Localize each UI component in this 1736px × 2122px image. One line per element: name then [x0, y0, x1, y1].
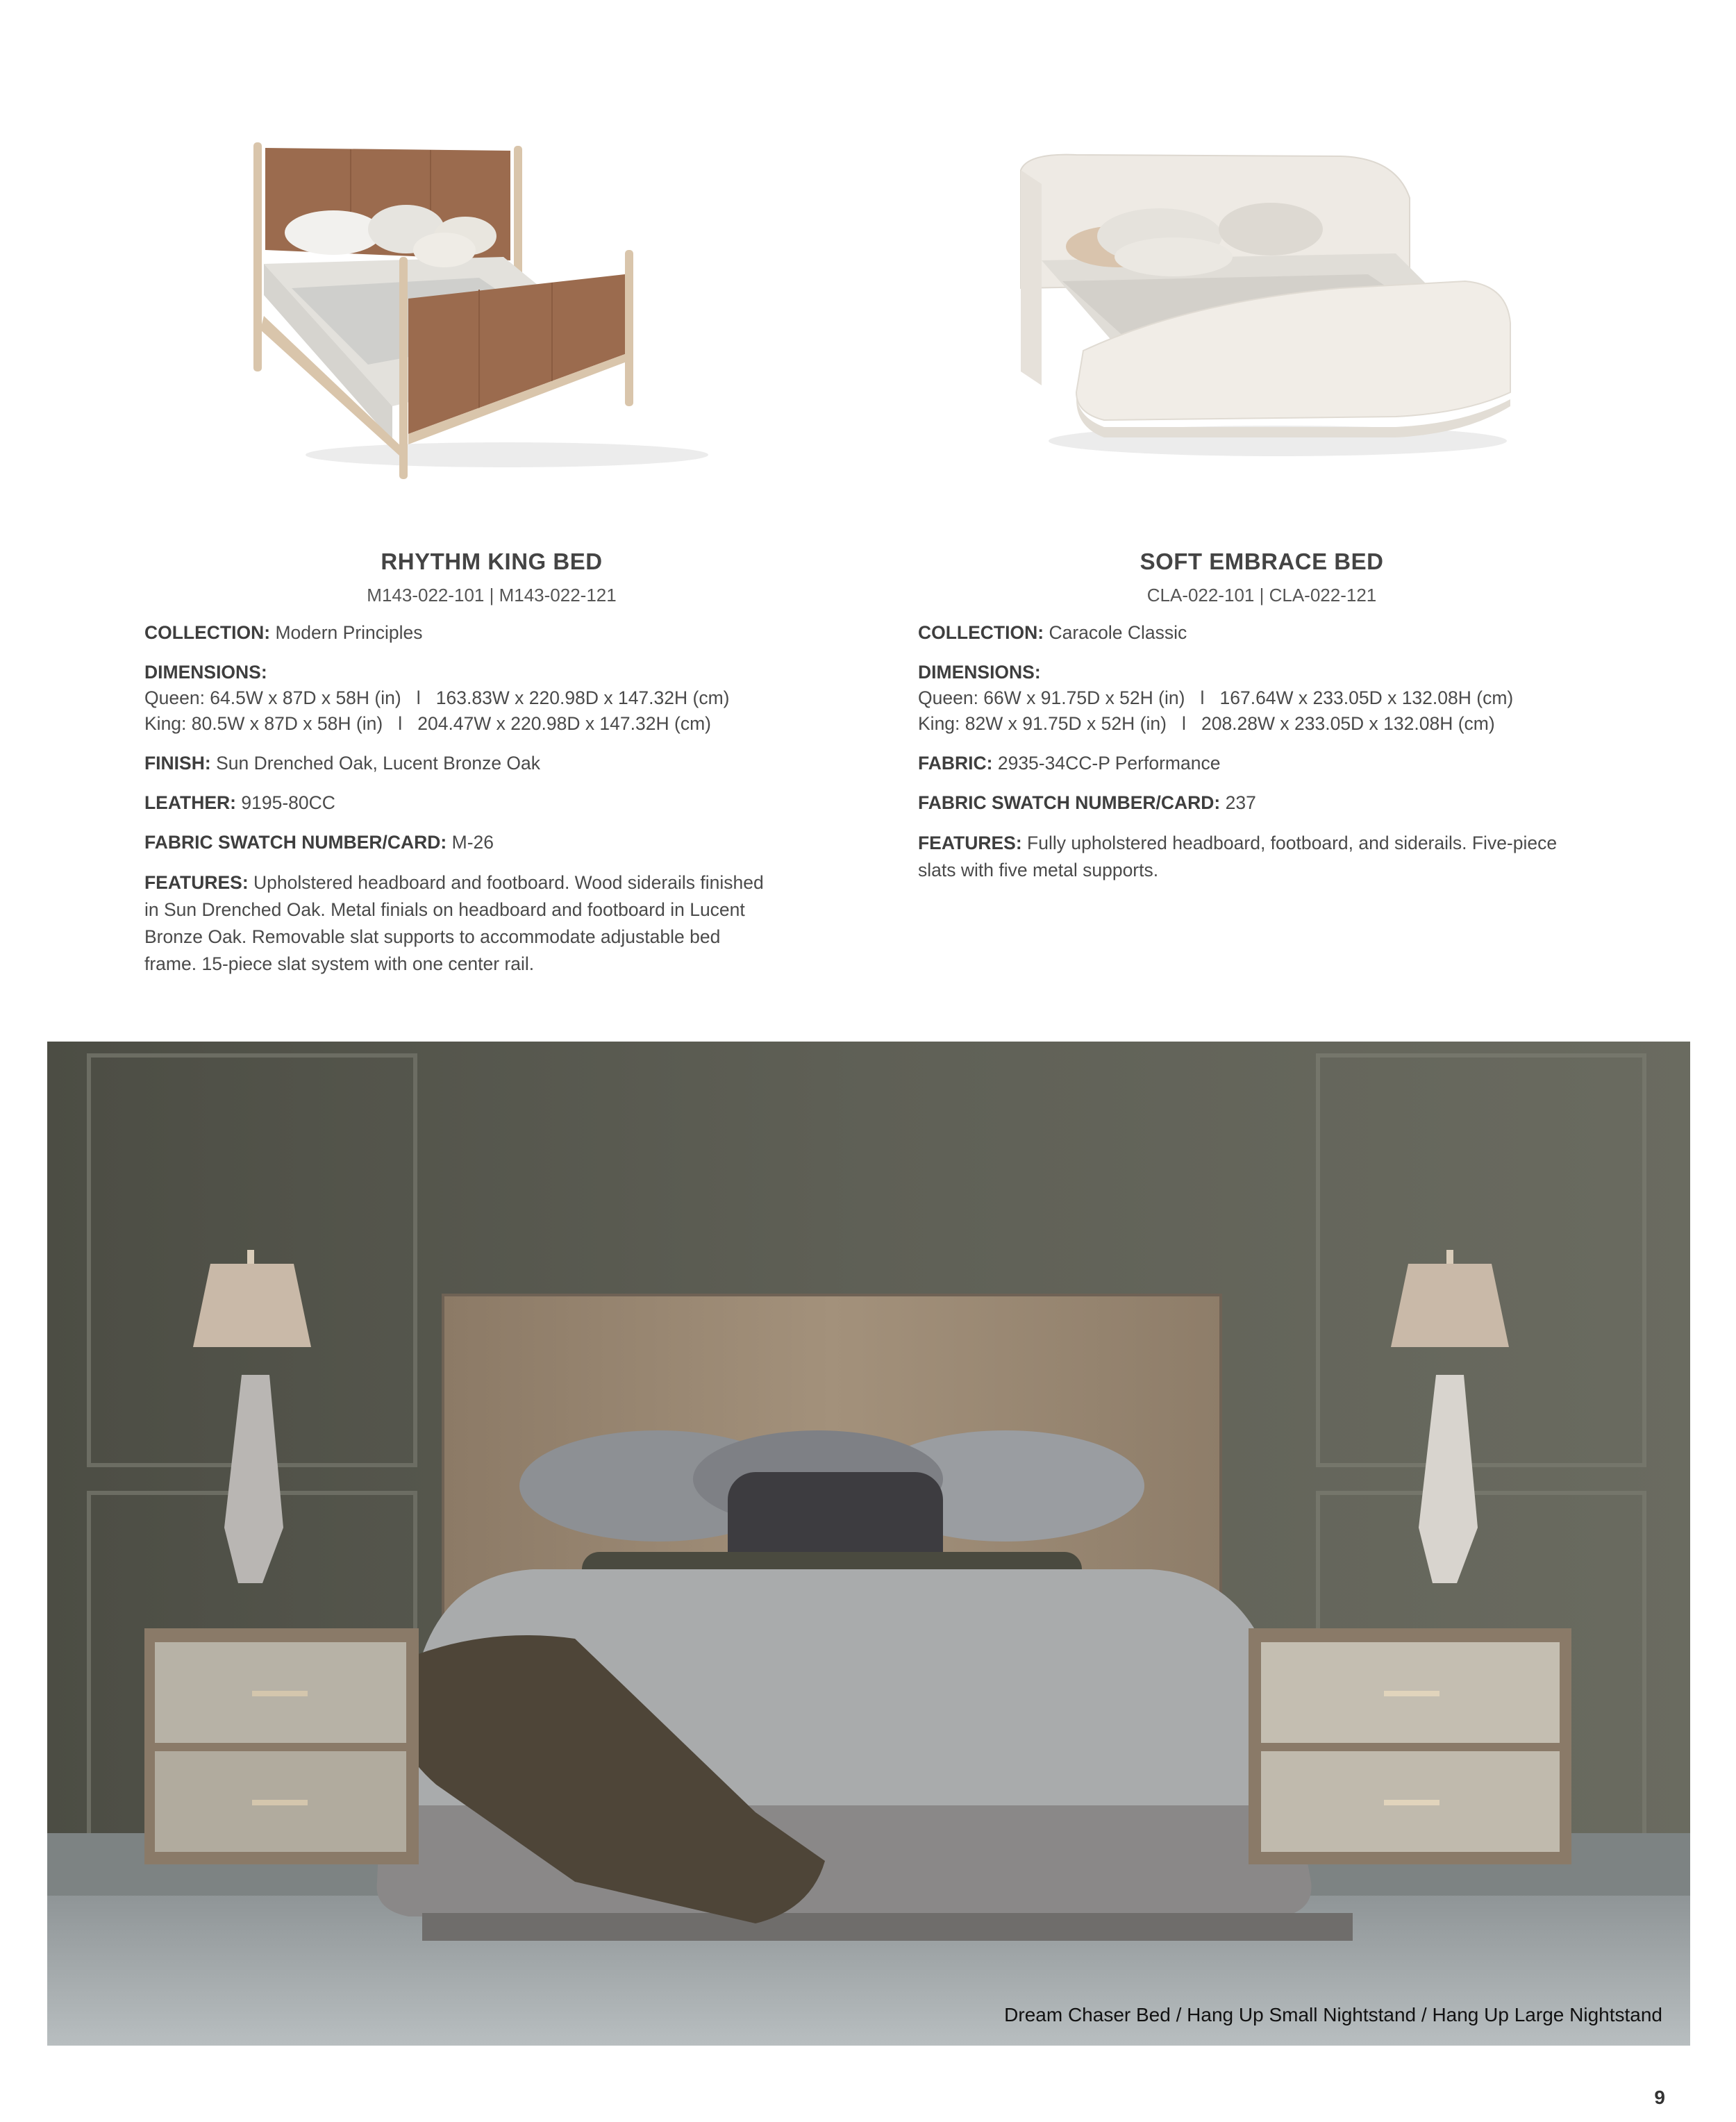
leather-row: LEATHER: 9195-80CC [144, 792, 335, 813]
fabric-value: 2935-34CC-P Performance [997, 753, 1221, 774]
features-label: FEATURES: [144, 872, 249, 893]
dimensions-queen: Queen: 66W x 91.75D x 52H (in) l 167.64W x 233.05D x 132.08H (cm) [918, 687, 1514, 708]
swatch-value: M-26 [451, 832, 494, 853]
page-number: 9 [1654, 2087, 1665, 2108]
hero-bedroom-photo [47, 1042, 1690, 2046]
collection-value: Modern Principles [275, 622, 423, 643]
product-title: SOFT EMBRACE BED [1140, 549, 1384, 574]
dimensions-king: King: 80.5W x 87D x 58H (in) l 204.47W x 220.98D x 147.32H (cm) [144, 713, 711, 734]
product-rhythm-king-bed [144, 549, 846, 978]
product-skus: M143-022-101 | M143-022-121 [367, 585, 617, 605]
collection-value: Caracole Classic [1049, 622, 1187, 643]
fabric-row: FABRIC: 2935-34CC-P Performance [918, 753, 1221, 774]
dimensions-block [918, 660, 1619, 737]
dimensions-king: King: 82W x 91.75D x 52H (in) l 208.28W x 233.05D x 132.08H (cm) [918, 713, 1495, 734]
product-title: RHYTHM KING BED [381, 549, 603, 574]
photo-caption: Dream Chaser Bed / Hang Up Small Nightstand / Hang Up Large Nightstand [1004, 2004, 1662, 2025]
dimensions-block [144, 660, 846, 737]
leather-value: 9195-80CC [241, 792, 335, 813]
features-block: FEATURES: Fully upholstered headboard, footboard, and siderails. Five-piece slats with five metal supports. [918, 833, 1558, 880]
soft-embrace-bed-image [979, 142, 1549, 476]
features-block: FEATURES: Upholstered headboard and footboard. Wood siderails finished in Sun Drenched Oak. Metal finials on headboard and footboard in Lucent Bronze Oak. Removable slat supports to accommodate adjustable bed frame. 15-piece slat system with one center rail. [144, 872, 764, 974]
product-skus: CLA-022-101 | CLA-022-121 [1146, 585, 1377, 605]
features-label: FEATURES: [918, 833, 1022, 853]
swatch-row: FABRIC SWATCH NUMBER/CARD: M-26 [144, 832, 494, 853]
collection-row: COLLECTION: Caracole Classic [918, 622, 1187, 643]
dimensions-label: DIMENSIONS: [144, 662, 267, 683]
swatch-row: FABRIC SWATCH NUMBER/CARD: 237 [918, 792, 1256, 813]
finish-row: FINISH: Sun Drenched Oak, Lucent Bronze Oak [144, 753, 541, 774]
dimensions-label: DIMENSIONS: [918, 662, 1041, 683]
swatch-value: 237 [1225, 792, 1256, 813]
collection-row: COLLECTION: Modern Principles [144, 622, 423, 643]
finish-value: Sun Drenched Oak, Lucent Bronze Oak [216, 753, 541, 774]
rhythm-king-bed-image [229, 128, 771, 490]
product-soft-embrace-bed [918, 549, 1619, 884]
dimensions-queen: Queen: 64.5W x 87D x 58H (in) l 163.83W x 220.98D x 147.32H (cm) [144, 687, 730, 708]
